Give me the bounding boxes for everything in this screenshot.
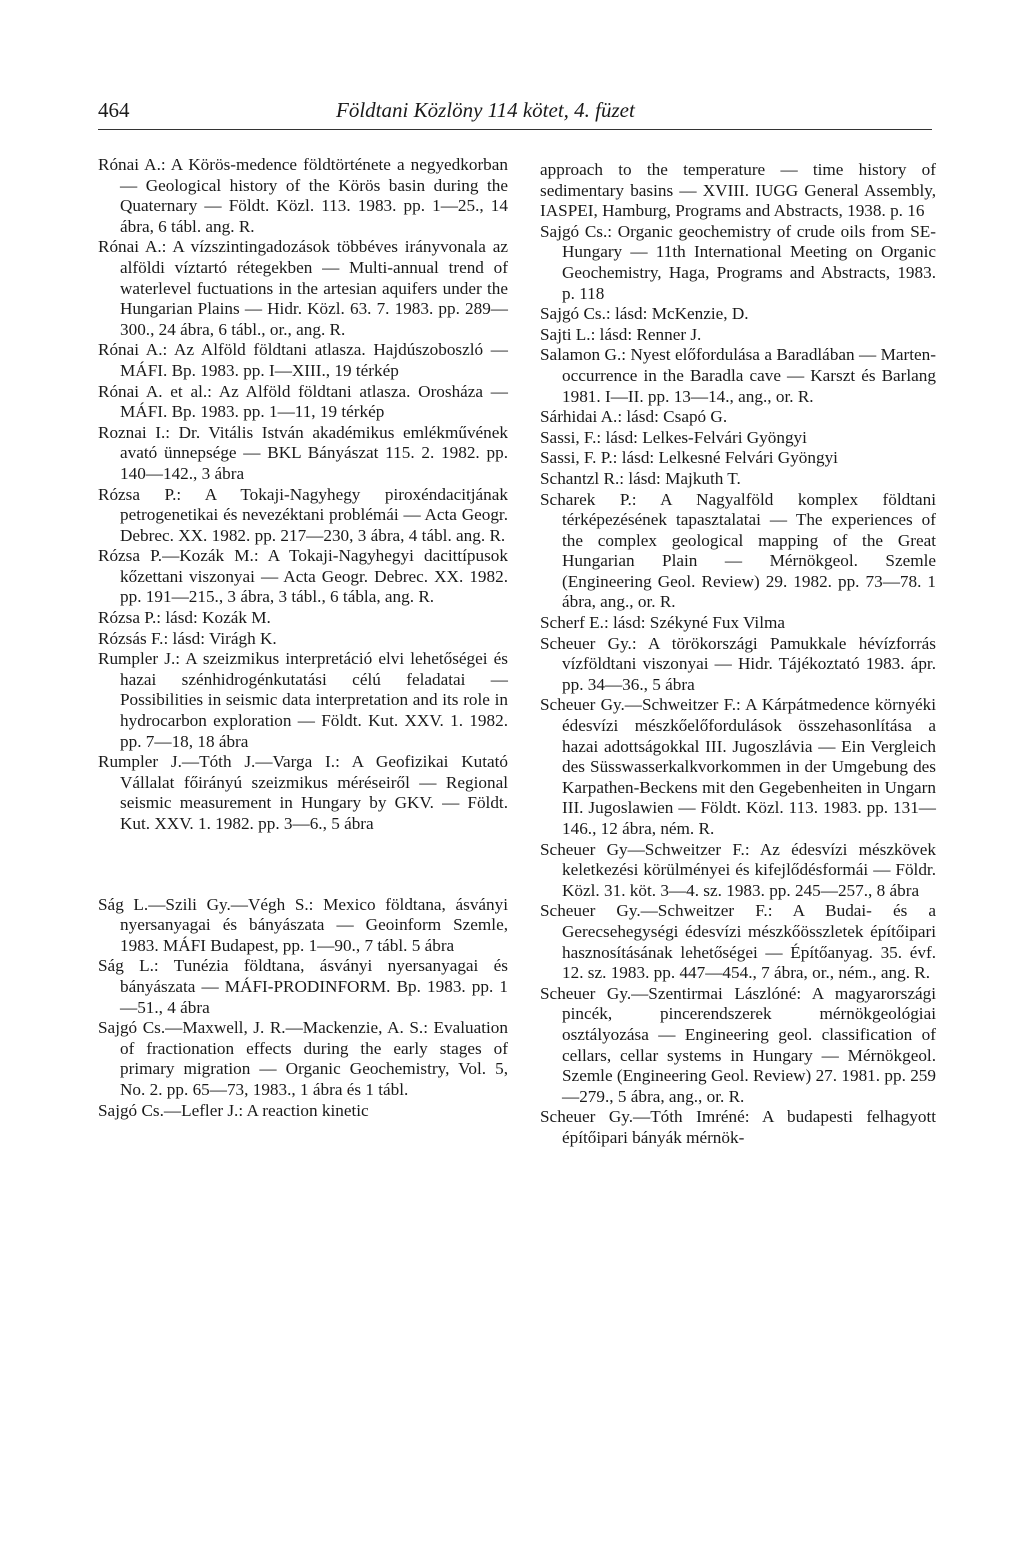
page-number: 464 — [98, 98, 130, 122]
bibliography-entry: Rózsás F.: lásd: Virágh K. — [98, 628, 277, 648]
bibliography-entry: Scheuer Gy.—Schweitzer F.: A Kárpátmedence környéki édesvízi mészkőelőfordulások összehasonlítása a hazai adottságokkal III. Jugoszlávia — Ein Vergleich des Süsswasserkalkvorkommen in der Umgebung des Karpathen-Beckens mit den Gegebenheiten in Ungarn III. Jugoslawien — Földt. Közl. 113. 1983. pp. 131—146., 12 ábra, ném. R. — [540, 695, 936, 838]
bibliography-entry: Sajti L.: lásd: Renner J. — [540, 324, 702, 344]
running-head: Földtani Közlöny 114 kötet, 4. füzet — [336, 98, 635, 122]
right-column — [540, 160, 936, 1149]
bibliography-entry: Scheuer Gy.—Tóth Imréné: A budapesti felhagyott építőipari bányák mérnök- — [540, 1107, 936, 1147]
bibliography-entry: Rumpler J.: A szeizmikus interpretáció elvi lehetőségei és hazai szénhidrogénkutatási célú feladatai — Possibilities in seismic data interpretation and its role in hydrocarbon exploration — Földt. Kut. XXV. 1. 1982. pp. 7—18, 18 ábra — [98, 649, 508, 751]
bibliography-entry: Sassi, F. P.: lásd: Lelkesné Felvári Gyöngyi — [540, 448, 838, 468]
bibliography-entry-continuation: approach to the temperature — time history of sedimentary basins — XVIII. IUGG General Assembly, IASPEI, Hamburg, Programs and Abstracts, 1938. p. 16 — [540, 160, 936, 221]
bibliography-entry: Sassi, F.: lásd: Lelkes-Felvári Gyöngyi — [540, 427, 807, 447]
bibliography-entry: Rónai A.: A vízszintingadozások többéves irányvonala az alföldi víztartó rétegekben — Multi-annual trend of waterlevel fuctuations in the artesian aquifers under the Hungarian Plains — Hidr. Közl. 63. 7. 1983. pp. 289—300., 24 ábra, 6 tábl., or., ang. R. — [98, 237, 508, 339]
bibliography-entry: Scheuer Gy.—Szentirmai Lászlóné: A magyarországi pincék, pincerendszerek mérnökgeológiai osztályozása — Engineering geol. classification of cellars, cellar systems in Hungary — Mérnökgeol. Szemle (Engineering Geol. Review) 27. 1981. pp. 259—279., 5 ábra, ang., or. R. — [540, 983, 936, 1106]
bibliography-entry: Rónai A.: Az Alföld földtani atlasza. Hajdúszoboszló — MÁFI. Bp. 1983. pp. I—XIII., 19 térkép — [98, 340, 508, 380]
bibliography-entry: Ság L.—Szili Gy.—Végh S.: Mexico földtana, ásványi nyersanyagai és bányászata — Geoinform Szemle, 1983. MÁFI Budapest, pp. 1—90., 7 tábl. 5 ábra — [98, 894, 508, 955]
bibliography-entry: Rózsa P.: A Tokaji-Nagyhegy piroxéndacitjának petrogenetikai és nevezéktani problémái — Acta Geogr. Debrec. XX. 1982. pp. 217—230, 3 ábra, 4 tábl. ang. R. — [98, 484, 508, 545]
bibliography-entry: Rózsa P.—Kozák M.: A Tokaji-Nagyhegyi dacittípusok kőzettani viszonyai — Acta Geogr. Debrec. XX. 1982. pp. 191—215., 3 ábra, 3 tábl., 6 tábla, ang. R. — [98, 546, 508, 607]
page-header — [98, 98, 930, 120]
bibliography-entry: Sajgó Cs.—Maxwell, J. R.—Mackenzie, A. S.: Evaluation of fractionation effects during the early stages of primary migration — Organic Geochemistry, Vol. 5, No. 2. pp. 65—73, 1983., 1 ábra és 1 tábl. — [98, 1018, 508, 1099]
bibliography-entry: Rumpler J.—Tóth J.—Varga I.: A Geofizikai Kutató Vállalat főirányú szeizmikus méréseiről — Regional seismic measurement in Hungary by GKV. — Földt. Kut. XXV. 1. 1982. pp. 3—6., 5 ábra — [98, 752, 508, 833]
bibliography-entry: Scherf E.: lásd: Székyné Fux Vilma — [540, 613, 785, 633]
bibliography-entry: Schantzl R.: lásd: Majkuth T. — [540, 468, 741, 488]
bibliography-entry: Salamon G.: Nyest előfordulása a Baradlában — Marten-occurrence in the Baradla cave — Karszt és Barlang 1981. I—II. pp. 13—14., ang., or. R. — [540, 345, 936, 406]
bibliography-entry: Rónai A. et al.: Az Alföld földtani atlasza. Orosháza — MÁFI. Bp. 1983. pp. 1—11, 19 térkép — [98, 381, 508, 422]
left-column — [98, 155, 508, 1121]
bibliography-entry: Sajgó Cs.: lásd: McKenzie, D. — [540, 304, 749, 324]
bibliography-entry: Rónai A.: A Körös-medence földtörténete a negyedkorban — Geological history of the Körös basin during the Quaternary — Földt. Közl. 113. 1983. pp. 1—25., 14 ábra, 6 tábl. ang. R. — [98, 155, 508, 236]
bibliography-entry: Roznai I.: Dr. Vitális István akadémikus emlékművének avató ünnepsége — BKL Bányászat 115. 2. 1982. pp. 140—142., 3 ábra — [98, 422, 508, 483]
bibliography-entry: Ság L.: Tunézia földtana, ásványi nyersanyagai és bányászata — MÁFI-PRODINFORM. Bp. 1983. pp. 1—51., 4 ábra — [98, 956, 508, 1017]
bibliography-entry: Sajgó Cs.—Lefler J.: A reaction kinetic — [98, 1100, 369, 1120]
section-gap — [98, 835, 508, 895]
bibliography-entry: Scharek P.: A Nagyalföld komplex földtani térképezésének tapasztalatai — The experiences of the complex geological mapping of the Great Hungarian Plain — Mérnökgeol. Szemle (Engineering Geol. Review) 29. 1982. pp. 73—78. 1 ábra, ang., or. R. — [540, 489, 936, 612]
bibliography-entry: Sajgó Cs.: Organic geochemistry of crude oils from SE-Hungary — 11th International Meeting on Organic Geochemistry, Haga, Programs and Abstracts, 1983. p. 118 — [540, 221, 936, 303]
bibliography-entry: Sárhidai A.: lásd: Csapó G. — [540, 407, 728, 427]
bibliography-entry: Scheuer Gy.—Schweitzer F.: A Budai- és a Gerecsehegységi édesvízi mészkőösszletek építőipari hasznosításának lehetőségei — Építőanyag. 35. évf. 12. sz. 1983. pp. 447—454., 7 ábra, or., ném., ang. R. — [540, 901, 936, 983]
bibliography-entry: Scheuer Gy.: A törökországi Pamukkale hévízforrás vízföldtani viszonyai — Hidr. Tájékoztató 1983. ápr. pp. 34—36., 5 ábra — [540, 633, 936, 694]
header-rule — [98, 129, 932, 130]
bibliography-entry: Rózsa P.: lásd: Kozák M. — [98, 608, 271, 628]
bibliography-entry: Scheuer Gy—Schweitzer F.: Az édesvízi mészkövek keletkezési körülményei és kifejlődésformái — Földr. Közl. 31. köt. 3—4. sz. 1983. pp. 245—257., 8 ábra — [540, 839, 936, 900]
